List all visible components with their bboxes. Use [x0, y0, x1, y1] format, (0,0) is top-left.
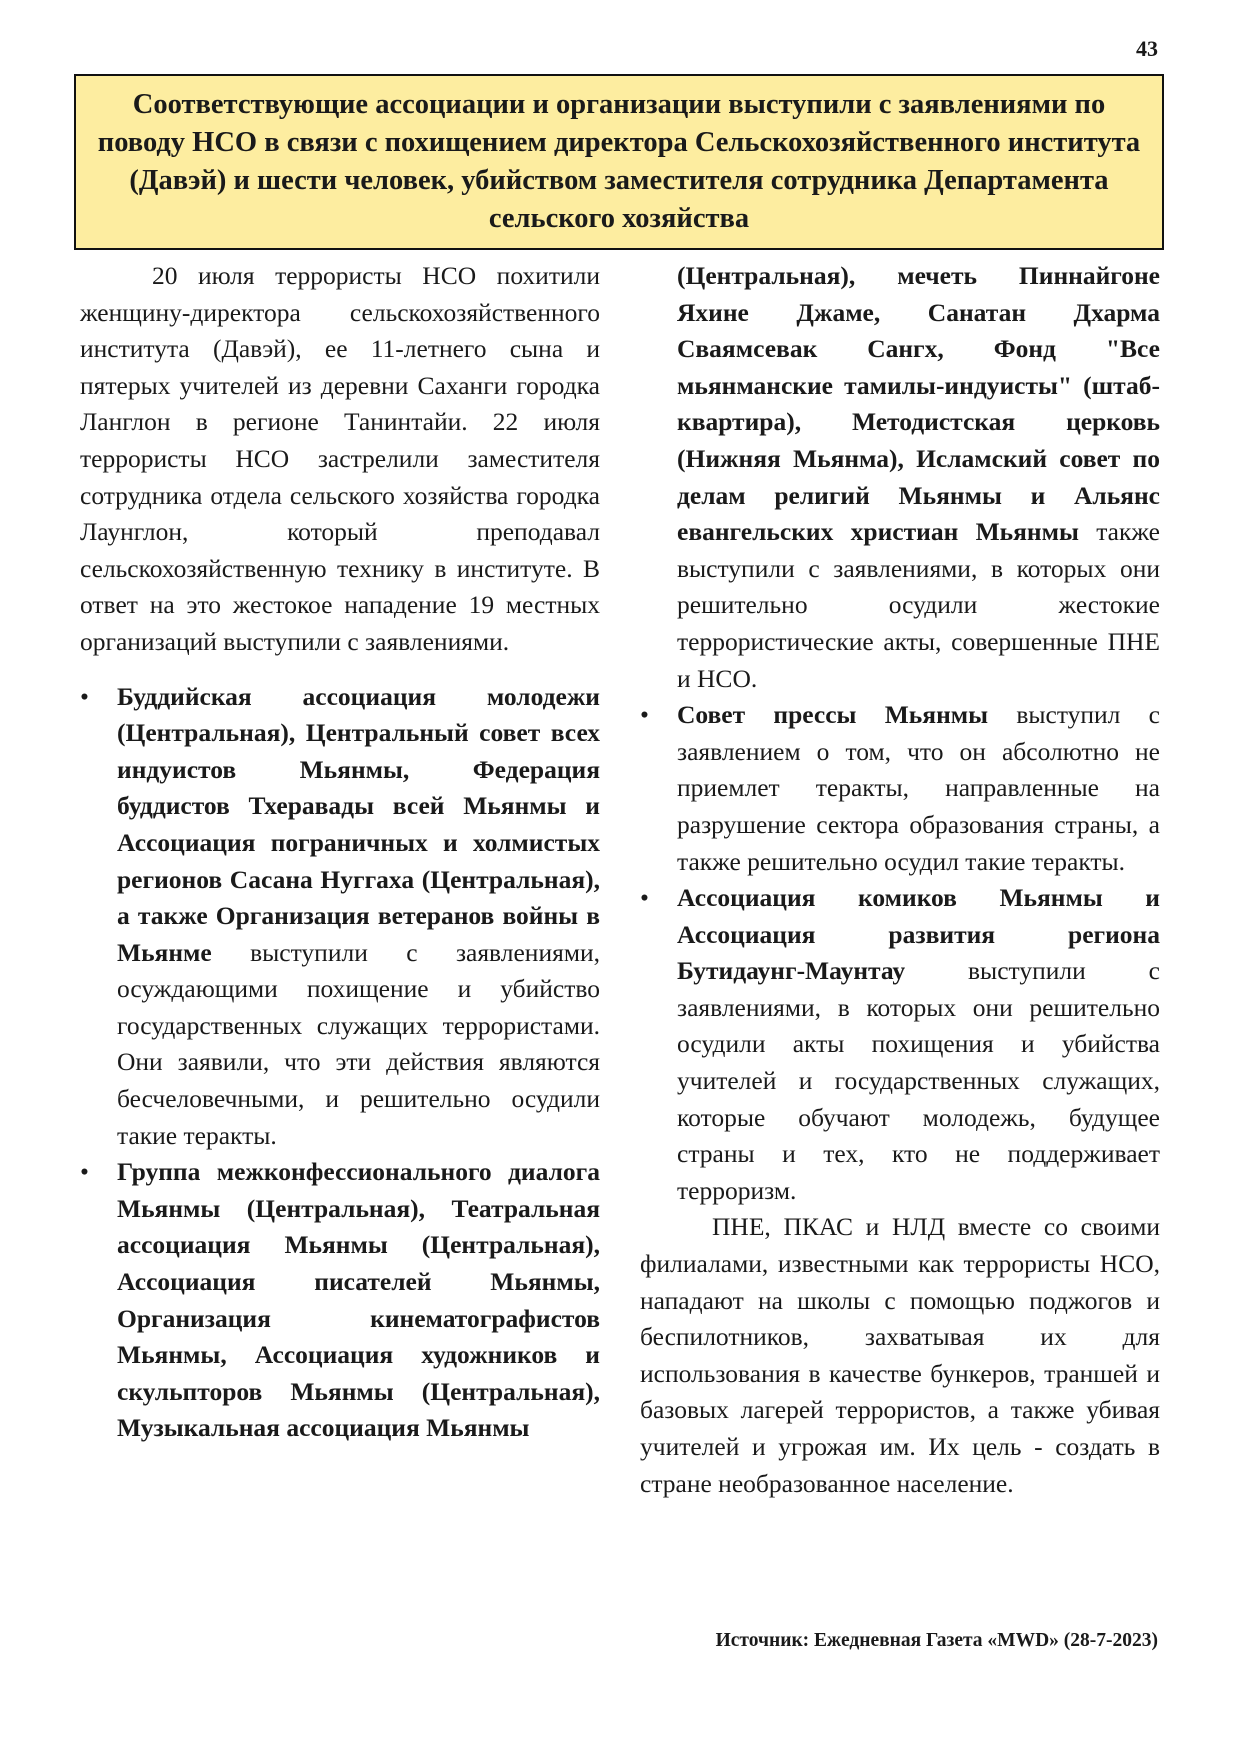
- list-item-continuation: [640, 258, 1160, 697]
- left-column: [80, 258, 600, 1447]
- list-item: [80, 1154, 600, 1447]
- statement-list-left: [80, 679, 600, 1447]
- headline: Соответствующие ассоциации и организации выступили с заявлениями по поводу НСО в связи с похищением директора Сельскохозяйственного института (Давэй) и шести человек, убийством заместителя сотрудника Департамента сельского хозяйства: [97, 89, 1141, 234]
- list-item: [80, 679, 600, 1155]
- statement-text: выступили с заявлениями, осуждающими похищение и убийство государственных служащих террористами. Они заявили, что эти действия являются бесчеловечными, и решительно осудили такие теракты.: [117, 937, 600, 1150]
- statement-text: выступили с заявлениями, в которых они решительно осудили акты похищения и убийства учителей и государственных служащих, которые обучают молодежь, будущее страны и тех, кто не поддерживает терроризм.: [677, 956, 1160, 1205]
- organizations-bold: Ассоциация комиков Мьянмы и Ассоциация развития региона Бутидаунг-Маунтау: [677, 883, 1160, 986]
- statement-text: также выступили с заявлениями, в которых они решительно осудили жестокие террористические акты, совершенные ПНЕ и НСО.: [677, 517, 1160, 693]
- closing-paragraph: ПНЕ, ПКАС и НЛД вместе со своими филиалами, известными как террористы НСО, нападают на школы с помощью поджогов и беспилотников, захватывая их для использования в качестве бункеров, траншей и базовых лагерей террористов, а также убивая учителей и угрожая им. Их цель - создать в стране необразованное население.: [640, 1212, 1160, 1498]
- source-citation: Источник: Ежедневная Газета «MWD» (28-7-2023): [715, 1630, 1158, 1651]
- headline-box: [74, 74, 1164, 250]
- organizations-bold: Группа межконфессионального диалога Мьянмы (Центральная), Театральная ассоциация Мьянмы (Центральная), Ассоциация писателей Мьянмы, Организация кинематографистов Мьянмы, Ассоциация художников и скульпторов Мьянмы (Центральная), Музыкальная ассоциация Мьянмы: [117, 1157, 600, 1443]
- statement-list-right: [640, 697, 1160, 1209]
- page-number: 43: [1136, 36, 1158, 61]
- organizations-bold: Буддийская ассоциация молодежи (Центральная), Центральный совет всех индуистов Мьянмы, Федерация буддистов Тхеравады всей Мьянмы и Ассоциация пограничных и холмистых регионов Сасана Нуггаха (Центральная), а также Организация ветеранов войны в Мьянме: [117, 681, 600, 967]
- intro-paragraph: 20 июля террористы НСО похитили женщину-директора сельскохозяйственного института (Давэй), ее 11-летнего сына и пятерых учителей из деревни Саханги городка Ланглон в регионе Танинтайи. 22 июля террористы НСО застрелили заместителя сотрудника отдела сельского хозяйства городка Лаунглон, который преподавал сельскохозяйственную технику в институте. В ответ на это жестокое нападение 19 местных организаций выступили с заявлениями.: [80, 261, 600, 656]
- list-item: [640, 697, 1160, 880]
- organizations-bold: (Центральная), мечеть Пиннайгоне Яхине Джаме, Санатан Дхарма Сваямсевак Сангх, Фонд "Все мьянманские тамилы-индуисты" (штаб-квартира), Методистская церковь (Нижняя Мьянма), Исламский совет по делам религий Мьянмы и Альянс евангельских христиан Мьянмы: [677, 261, 1160, 547]
- list-item: [640, 880, 1160, 1209]
- right-column: [640, 258, 1160, 1502]
- statement-text: выступил с заявлением о том, что он абсолютно не приемлет теракты, направленные на разрушение сектора образования страны, а также решительно осудил такие теракты.: [677, 700, 1160, 876]
- organizations-bold: Совет прессы Мьянмы: [677, 700, 989, 730]
